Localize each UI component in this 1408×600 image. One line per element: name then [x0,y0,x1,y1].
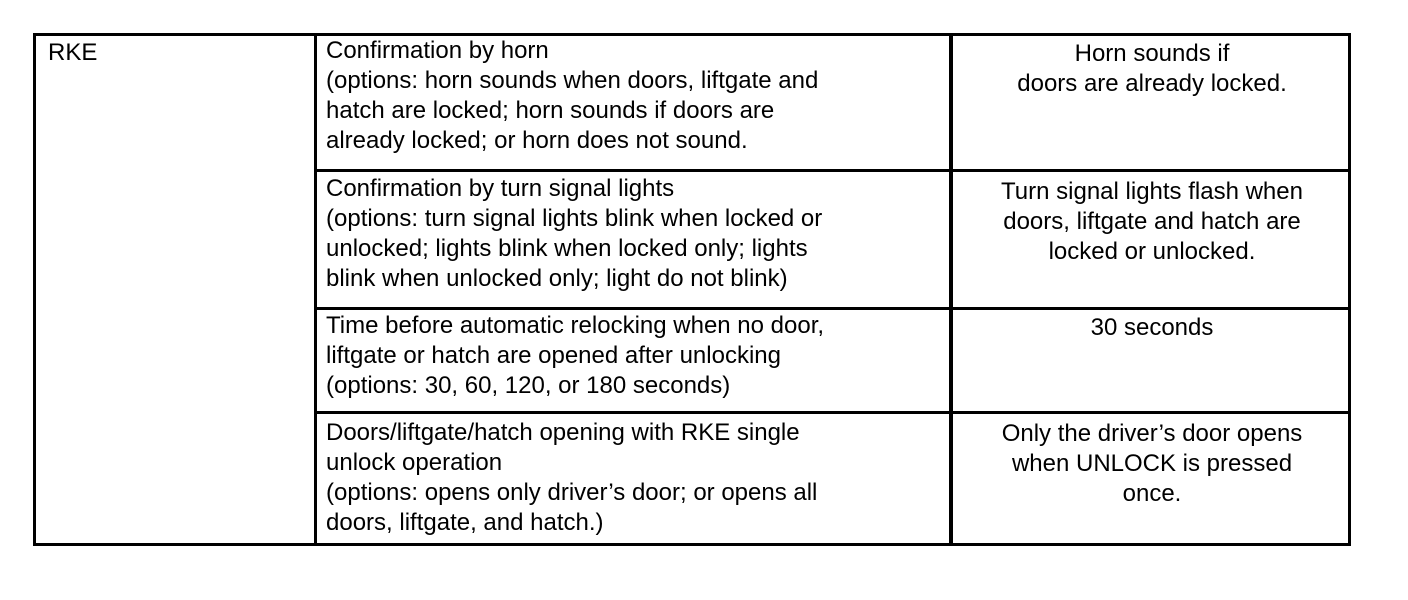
feature-cell-turn-signal-confirmation: Confirmation by turn signal lights (options: turn signal lights blink when locked or unlocked; lights blink when locked only; lights blink when unlocked only; light do not blink) [326,175,823,292]
feature-cell-single-unlock-operation: Doors/liftgate/hatch opening with RKE single unlock operation (options: opens only driver’s door; or opens all doors, liftgate, and hatch.) [326,419,818,536]
setting-cell-single-unlock-operation: Only the driver’s door opens when UNLOCK is pressed once. [1001,420,1303,507]
row-divider-3 [314,411,1348,414]
setting-cell-horn-confirmation: Horn sounds if doors are already locked. [1017,40,1287,97]
setting-cell-turn-signal-confirmation: Turn signal lights flash when doors, liftgate and hatch are locked or unlocked. [1001,178,1303,265]
feature-cell-automatic-relocking: Time before automatic relocking when no door, liftgate or hatch are opened after unlocking (options: 30, 60, 120, or 180 seconds) [326,312,825,399]
row-divider-1 [314,169,1348,172]
feature-cell-horn-confirmation: Confirmation by horn (options: horn sounds when doors, liftgate and hatch are locked; horn sounds if doors are already locked; or horn does not sound. [326,37,819,154]
row-divider-2 [314,307,1348,310]
settings-table [33,33,1351,546]
category-cell: RKE [48,39,98,66]
column-divider-1 [314,36,317,543]
setting-cell-automatic-relocking: 30 seconds [1090,314,1214,341]
